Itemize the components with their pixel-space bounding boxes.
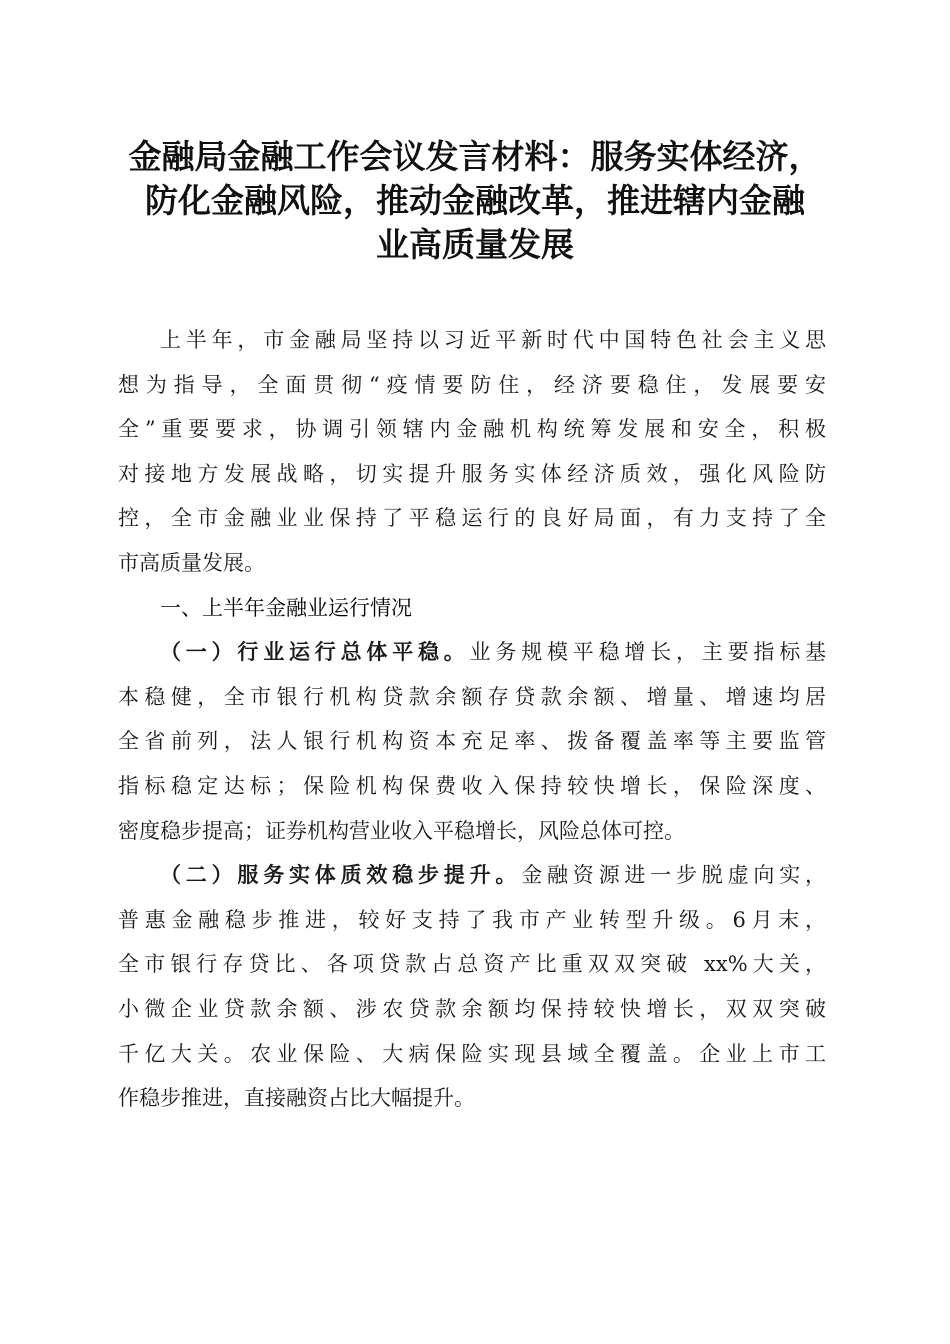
paragraph-line: 千亿大关。农业保险、大病保险实现县域全覆盖。企业上市工 [118,1041,826,1066]
intro-paragraph [118,318,826,586]
paragraph-line: 市高质量发展。 [118,550,265,575]
section-1-paragraph [118,630,826,853]
title-line: 防化金融风险，推动金融改革，推进辖内金融 [145,181,805,220]
paragraph-line: 本稳健，全市银行机构贷款余额存贷款余额、增量、增速均居 [118,684,826,709]
paragraph-line: 小微企业贷款余额、涉农贷款余额均保持较快增长，双双突破 [118,996,826,1021]
paragraph-line: 全省前列，法人银行机构资本充足率、拨备覆盖率等主要监管 [118,729,826,754]
section-heading: 一、上半年金融业运行情况 [160,595,412,620]
paragraph-line: 想为指导，全面贯彻“疫情要防住，经济要稳住，发展要安 [118,372,826,397]
paragraph-line [118,630,826,675]
paragraph-line: 全”重要要求，协调引领辖内金融机构统筹发展和安全，积极 [118,417,826,442]
paragraph-line: 对接地方发展战略，切实提升服务实体经济质效，强化风险防 [118,461,826,486]
paragraph-text: 金融资源进一步脱虚向实， [521,863,827,888]
paragraph-line: 上半年，市金融局坚持以习近平新时代中国特色社会主义思 [160,328,826,352]
document-body [118,318,826,1121]
paragraph-line: 普惠金融稳步推进，较好支持了我市产业转型升级。6月末， [118,907,826,932]
section-2-paragraph [118,853,826,1121]
paragraph-lead: （一）行业运行总体平稳。 [160,639,470,665]
paragraph-line: 密度稳步提高；证券机构营业收入平稳增长，风险总体可控。 [118,818,685,843]
paragraph-text: 业务规模平稳增长，主要指标基 [469,640,827,665]
title-line: 业高质量发展 [376,225,574,264]
paragraph-line: 指标稳定达标；保险机构保费收入保持较快增长，保险深度、 [118,773,826,798]
paragraph-line: 作稳步推进，直接融资占比大幅提升。 [118,1086,475,1111]
title-line: 金融局金融工作会议发言材料：服务实体经济， [128,137,822,176]
paragraph-lead: （二）服务实体质效稳步提升。 [160,862,522,888]
document-title [100,135,850,267]
paragraph-line: 控，全市金融业业保持了平稳运行的良好局面，有力支持了全 [118,506,826,531]
paragraph-line: 全市银行存贷比、各项贷款占总资产比重双双突破 xx%大关， [118,952,826,977]
paragraph-line [118,853,826,898]
